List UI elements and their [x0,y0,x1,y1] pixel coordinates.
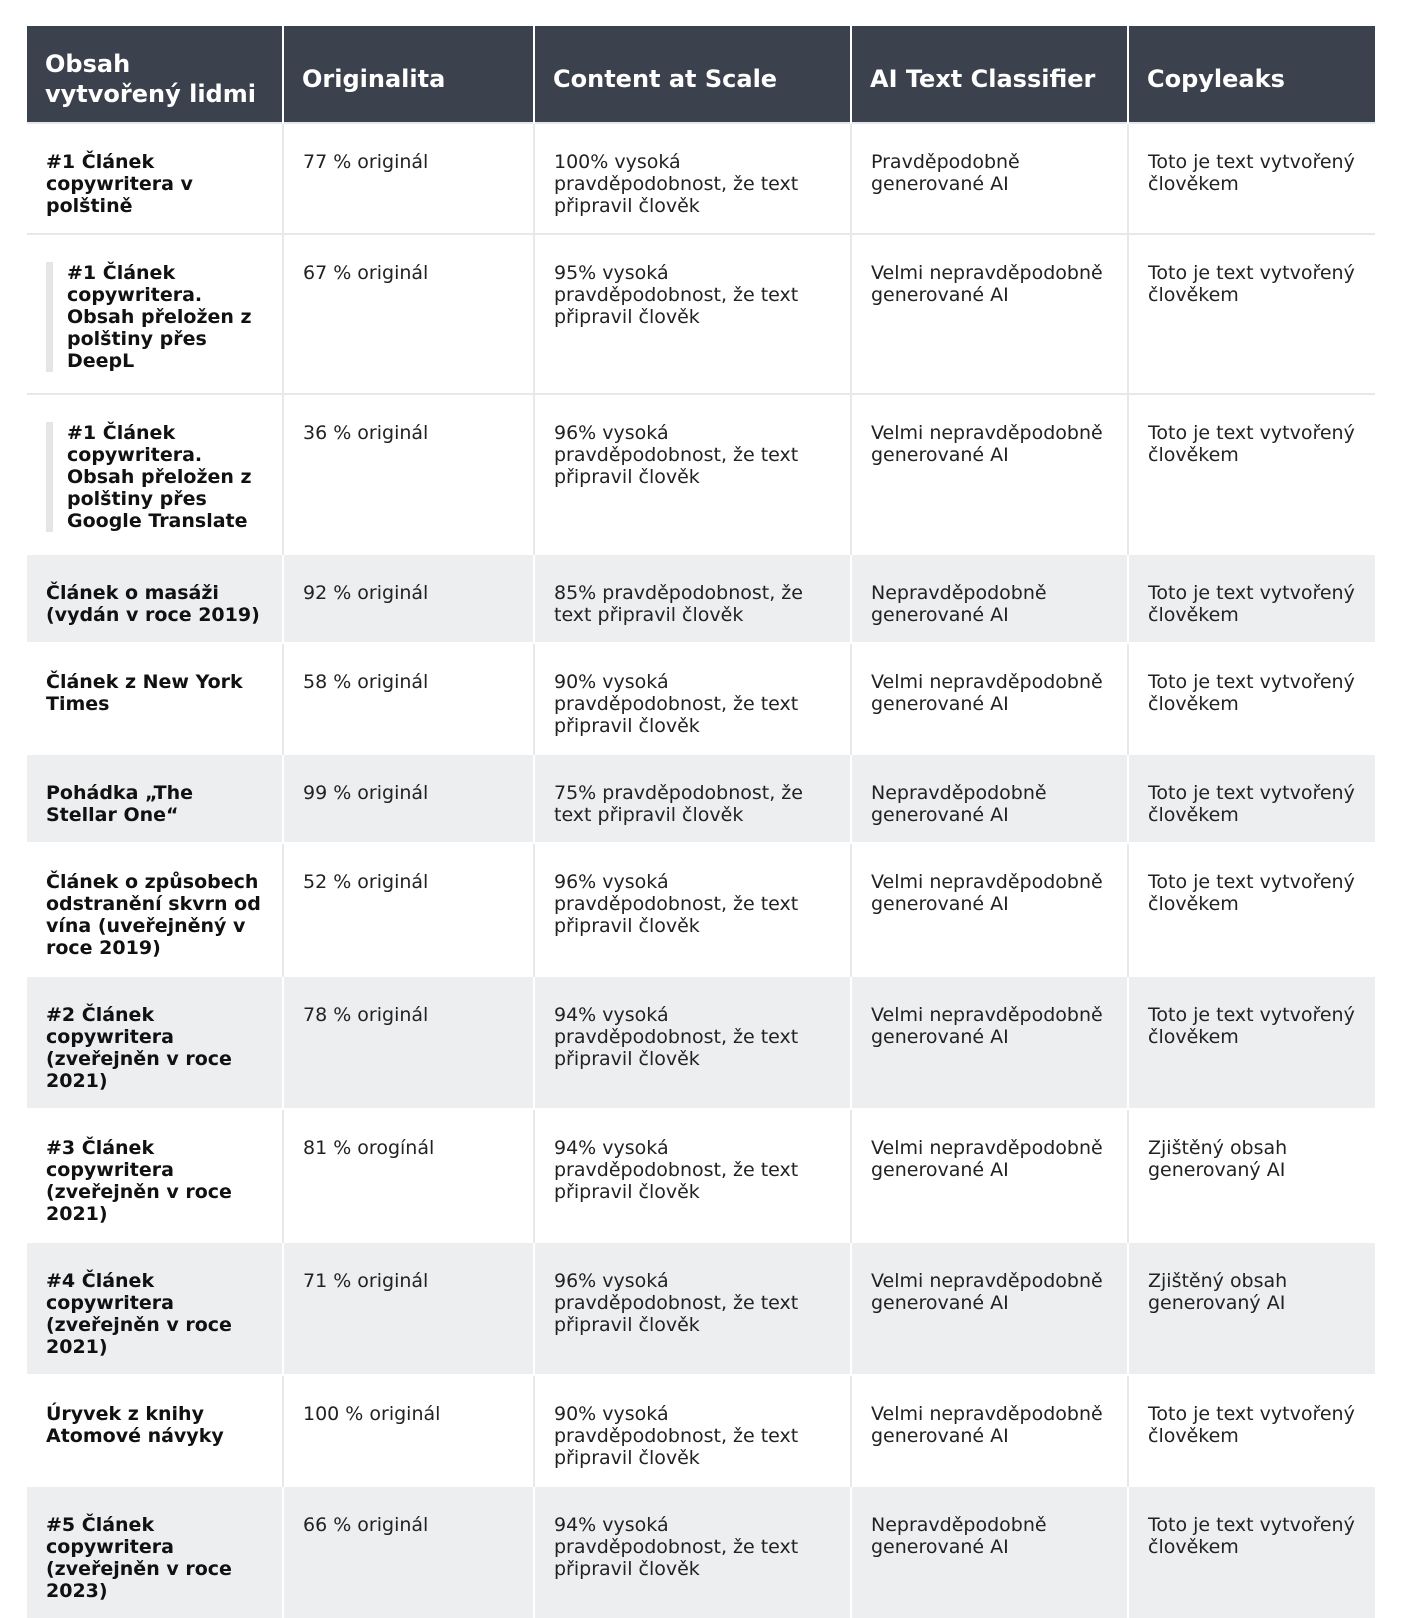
content-name: Článek o masáži (vydán v roce 2019) [46,582,260,626]
cell-copyleaks: Zjištěný obsah generovaný AI [1128,1242,1375,1375]
table-row [27,234,1375,394]
cell-ai-text-classifier: Velmi nepravděpodobně generované AI [851,843,1128,976]
cell-originalita: 92 % originál [283,554,534,643]
cell-originalita: 78 % originál [283,976,534,1109]
cell-copyleaks: Toto je text vytvořený člověkem [1128,1486,1375,1618]
cell-originalita: 71 % originál [283,1242,534,1375]
content-name: #3 Článek copywritera (zveřejněn v roce 2021) [46,1137,232,1225]
cell-originalita: 77 % originál [283,123,534,234]
cell-ai-text-classifier: Nepravděpodobně generované AI [851,554,1128,643]
cell-content-name [27,234,283,394]
cell-ai-text-classifier: Nepravděpodobně generované AI [851,754,1128,843]
content-name: #1 Článek copywritera. Obsah přeložen z polštiny přes DeepL [46,262,264,372]
table-row [27,643,1375,754]
content-name: Článek z New York Times [46,671,243,715]
cell-content-at-scale: 90% vysoká pravděpodobnost, že text připravil člověk [534,1375,851,1486]
content-name: #1 Článek copywritera v polštině [46,151,193,217]
cell-originalita: 81 % orogínál [283,1109,534,1242]
comparison-table [27,26,1375,1618]
cell-content-name [27,1242,283,1375]
cell-content-name [27,1109,283,1242]
cell-content-name [27,554,283,643]
cell-originalita: 67 % originál [283,234,534,394]
cell-copyleaks: Toto je text vytvořený člověkem [1128,843,1375,976]
cell-ai-text-classifier: Velmi nepravděpodobně generované AI [851,643,1128,754]
cell-copyleaks: Toto je text vytvořený člověkem [1128,754,1375,843]
cell-copyleaks: Zjištěný obsah generovaný AI [1128,1109,1375,1242]
table-row [27,1242,1375,1375]
cell-originalita: 100 % originál [283,1375,534,1486]
cell-ai-text-classifier: Velmi nepravděpodobně generované AI [851,976,1128,1109]
table-row [27,754,1375,843]
table-row [27,123,1375,234]
comparison-table-container [27,26,1375,1618]
cell-ai-text-classifier: Velmi nepravděpodobně generované AI [851,234,1128,394]
cell-originalita: 66 % originál [283,1486,534,1618]
cell-copyleaks: Toto je text vytvořený člověkem [1128,234,1375,394]
cell-ai-text-classifier: Nepravděpodobně generované AI [851,1486,1128,1618]
cell-ai-text-classifier: Velmi nepravděpodobně generované AI [851,1375,1128,1486]
cell-ai-text-classifier: Velmi nepravděpodobně generované AI [851,1242,1128,1375]
cell-content-name [27,843,283,976]
cell-content-name [27,754,283,843]
cell-originalita: 52 % originál [283,843,534,976]
cell-content-name [27,1375,283,1486]
cell-copyleaks: Toto je text vytvořený člověkem [1128,394,1375,554]
content-name: Úryvek z knihy Atomové návyky [46,1403,224,1447]
cell-content-at-scale: 90% vysoká pravděpodobnost, že text připravil člověk [534,643,851,754]
content-name: #4 Článek copywritera (zveřejněn v roce 2021) [46,1270,232,1358]
table-header [27,26,1375,123]
cell-content-at-scale: 94% vysoká pravděpodobnost, že text připravil člověk [534,976,851,1109]
cell-content-at-scale: 100% vysoká pravděpodobnost, že text připravil člověk [534,123,851,234]
table-row [27,1375,1375,1486]
header-ai-text-classifier: AI Text Classifier [851,26,1128,123]
cell-originalita: 99 % originál [283,754,534,843]
cell-copyleaks: Toto je text vytvořený člověkem [1128,123,1375,234]
cell-originalita: 36 % originál [283,394,534,554]
cell-ai-text-classifier: Pravděpodobně generované AI [851,123,1128,234]
header-originalita: Originalita [283,26,534,123]
cell-content-at-scale: 95% vysoká pravděpodobnost, že text připravil člověk [534,234,851,394]
cell-content-at-scale: 94% vysoká pravděpodobnost, že text připravil člověk [534,1486,851,1618]
table-row [27,1109,1375,1242]
content-name: Článek o způsobech odstranění skvrn od vína (uveřejněný v roce 2019) [46,871,261,959]
cell-content-at-scale: 94% vysoká pravděpodobnost, že text připravil člověk [534,1109,851,1242]
header-human-content: Obsah vytvořený lidmi [27,26,283,123]
cell-content-at-scale: 96% vysoká pravděpodobnost, že text připravil člověk [534,394,851,554]
cell-originalita: 58 % originál [283,643,534,754]
cell-content-at-scale: 96% vysoká pravděpodobnost, že text připravil člověk [534,1242,851,1375]
cell-content-name [27,123,283,234]
content-name: Pohádka „The Stellar One“ [46,782,194,826]
table-row [27,554,1375,643]
header-row [27,26,1375,123]
cell-content-at-scale: 96% vysoká pravděpodobnost, že text připravil člověk [534,843,851,976]
cell-copyleaks: Toto je text vytvořený člověkem [1128,643,1375,754]
content-name: #5 Článek copywritera (zveřejněn v roce 2023) [46,1514,232,1602]
cell-content-name [27,1486,283,1618]
cell-content-at-scale: 85% pravděpodobnost, že text připravil člověk [534,554,851,643]
table-row [27,976,1375,1109]
content-name: #2 Článek copywritera (zveřejněn v roce 2021) [46,1004,232,1092]
table-row [27,843,1375,976]
table-row [27,1486,1375,1618]
cell-content-at-scale: 75% pravděpodobnost, že text připravil člověk [534,754,851,843]
table-body [27,123,1375,1618]
content-name: #1 Článek copywritera. Obsah přeložen z polštiny přes Google Translate [46,422,264,532]
cell-copyleaks: Toto je text vytvořený člověkem [1128,976,1375,1109]
table-row [27,394,1375,554]
cell-copyleaks: Toto je text vytvořený člověkem [1128,1375,1375,1486]
header-copyleaks: Copyleaks [1128,26,1375,123]
cell-ai-text-classifier: Velmi nepravděpodobně generované AI [851,394,1128,554]
cell-content-name [27,394,283,554]
cell-ai-text-classifier: Velmi nepravděpodobně generované AI [851,1109,1128,1242]
cell-content-name [27,976,283,1109]
cell-copyleaks: Toto je text vytvořený člověkem [1128,554,1375,643]
header-content-at-scale: Content at Scale [534,26,851,123]
cell-content-name [27,643,283,754]
